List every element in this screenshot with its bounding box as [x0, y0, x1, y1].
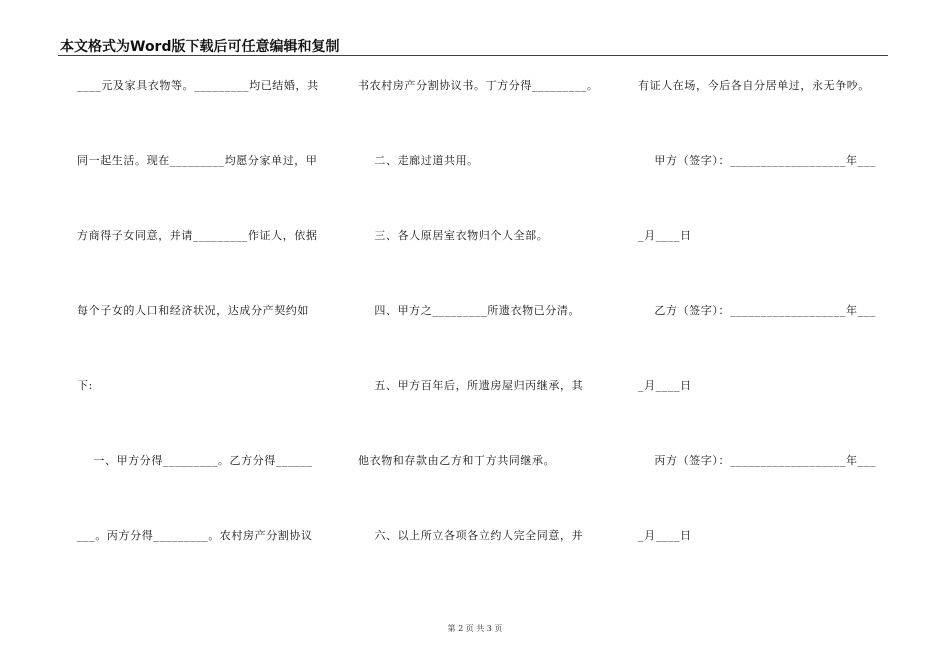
text-line: 三、各人原居室衣物归个人全部。	[358, 229, 549, 242]
signature-line-party-b: 乙方（签字）：___________________年___	[638, 304, 876, 317]
text-line: 六、以上所立各项各立约人完全同意，并	[358, 529, 584, 542]
date-line: _月____日	[638, 229, 692, 242]
text-line: 每个子女的人口和经济状况，达成分产契约如	[77, 304, 309, 317]
text-column-1	[77, 78, 332, 603]
text-line: 方商得子女同意，并请_________作证人，依据	[77, 229, 318, 242]
header-rule	[58, 55, 888, 56]
document-header: 本文格式为Word版下载后可任意编辑和复制	[60, 39, 340, 55]
signature-line-party-c: 丙方（签字）：___________________年___	[638, 454, 876, 467]
text-line: ___。丙方分得_________。农村房产分割协议	[77, 529, 313, 542]
text-column-2	[358, 78, 613, 603]
text-line: ____元及家具衣物等。_________均已结婚，共	[77, 79, 319, 92]
text-line: 一、甲方分得_________。乙方分得______	[77, 454, 313, 467]
text-line: 书农村房产分割协议书。丁方分得_________。	[358, 79, 599, 92]
signature-line-party-a: 甲方（签字）：___________________年___	[638, 154, 876, 167]
text-line: 有证人在场，今后各自分居单过，永无争吵。	[638, 79, 870, 92]
text-column-3	[638, 78, 888, 603]
text-line: 五、甲方百年后，所遗房屋归丙继承，其	[358, 379, 584, 392]
text-line: 下:	[77, 379, 93, 392]
text-line: 二、走廊过道共用。	[358, 154, 479, 167]
date-line: _月____日	[638, 529, 692, 542]
date-line: _月____日	[638, 379, 692, 392]
page-number: 第 2 页 共 3 页	[447, 624, 503, 633]
text-line: 四、甲方之_________所遗衣物已分清。	[358, 304, 581, 317]
text-line: 他衣物和存款由乙方和丁方共同继承。	[358, 454, 556, 467]
text-line: 同一起生活。现在_________均愿分家单过，甲	[77, 154, 318, 167]
